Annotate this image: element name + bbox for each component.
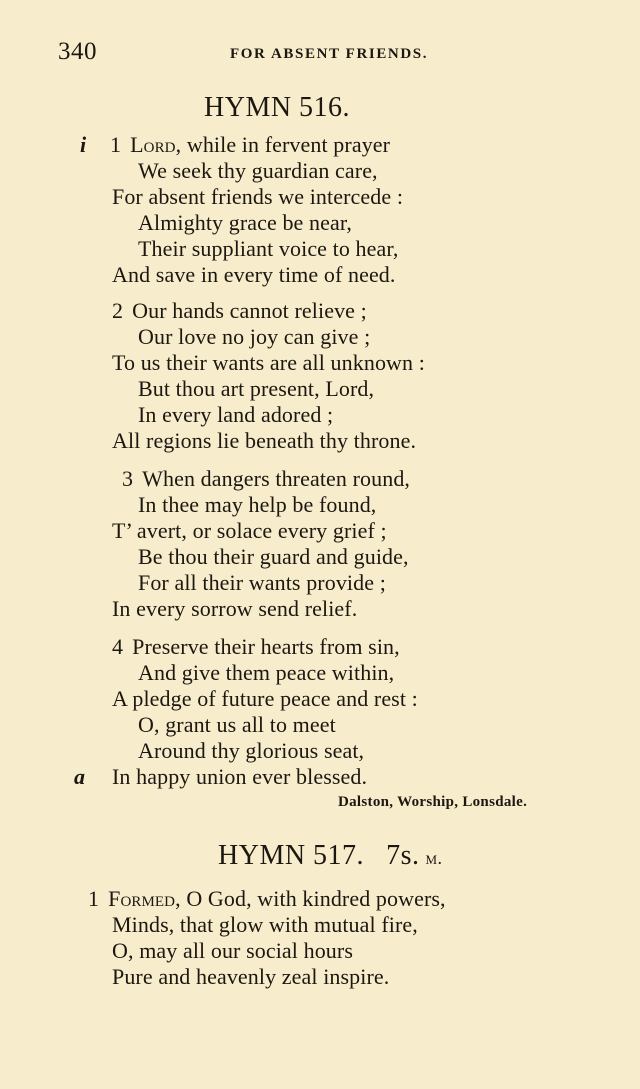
running-head-title: FOR ABSENT FRIENDS. [230, 46, 429, 62]
line-text: Our hands cannot relieve ; [132, 298, 367, 323]
stanza-2-line-2: Our love no joy can give ; [138, 324, 371, 349]
stanza-4-line-6: In happy union ever blessed. [112, 764, 368, 789]
expression-mark-a: a [74, 764, 85, 789]
hymn-516-title: HYMN 516. [204, 92, 351, 123]
stanza-2-line-3: To us their wants are all unknown : [112, 350, 425, 375]
stanza-4-line-5: Around thy glorious seat, [138, 738, 365, 763]
hymn-517-stanza-1-line-4: Pure and heavenly zeal inspire. [112, 964, 390, 989]
stanza-1-line-6: And save in every time of need. [112, 262, 396, 287]
stanza-1-line-2: We seek thy guardian care, [138, 158, 378, 183]
stanza-3-line-5: For all their wants provide ; [138, 570, 386, 595]
first-word: Lord [130, 132, 176, 157]
hymn-517-meter: 7s. [386, 840, 420, 871]
stanza-3-line-2: In thee may help be found, [138, 492, 377, 517]
hymn-517-stanza-1-line-1 [88, 886, 446, 912]
hymn-517-stanza-1-line-3: O, may all our social hours [112, 938, 353, 963]
stanza-4-line-3: A pledge of future peace and rest : [112, 686, 418, 711]
running-head [58, 38, 600, 68]
line-text: , while in fervent prayer [175, 132, 391, 157]
stanza-3-line-1 [122, 466, 410, 492]
stanza-1-line-1 [110, 132, 390, 158]
line-text: Preserve their hearts from sin, [132, 634, 400, 659]
stanza-2-line-5: In every land adored ; [138, 402, 334, 427]
stanza-3-line-4: Be thou their guard and guide, [138, 544, 409, 569]
stanza-1-line-4: Almighty grace be near, [138, 210, 352, 235]
tune-attribution: Dalston, Worship, Lonsdale. [338, 794, 528, 810]
stanza-3-line-6: In every sorrow send relief. [112, 596, 358, 621]
stanza-number: 1 [110, 132, 122, 157]
stanza-2-line-4: But thou art present, Lord, [138, 376, 375, 401]
stanza-2-line-1 [112, 298, 367, 324]
stanza-number: 4 [112, 634, 124, 659]
hymn-517-number: HYMN 517. [218, 840, 365, 871]
stanza-3-line-3: T’ avert, or solace every grief ; [112, 518, 387, 543]
line-text: , O God, with kindred powers, [175, 886, 446, 911]
hymn-517-title [218, 840, 443, 872]
first-word: Formed [108, 886, 176, 911]
stanza-number: 2 [112, 298, 124, 323]
stanza-number: 3 [122, 466, 134, 491]
stanza-4-line-1 [112, 634, 400, 660]
stanza-2-line-6: All regions lie beneath thy throne. [112, 428, 417, 453]
stanza-4-line-2: And give them peace within, [138, 660, 395, 685]
page-number: 340 [58, 38, 97, 65]
stanza-4-line-4: O, grant us all to meet [138, 712, 336, 737]
hymn-517-stanza-1-line-2: Minds, that glow with mutual fire, [112, 912, 418, 937]
stanza-number: 1 [88, 886, 100, 911]
hymn-517-meter-m: m. [425, 848, 443, 868]
expression-mark-i: i [80, 132, 87, 157]
stanza-1-line-3: For absent friends we intercede : [112, 184, 404, 209]
stanza-1-line-5: Their suppliant voice to hear, [138, 236, 399, 261]
line-text: When dangers threaten round, [142, 466, 411, 491]
